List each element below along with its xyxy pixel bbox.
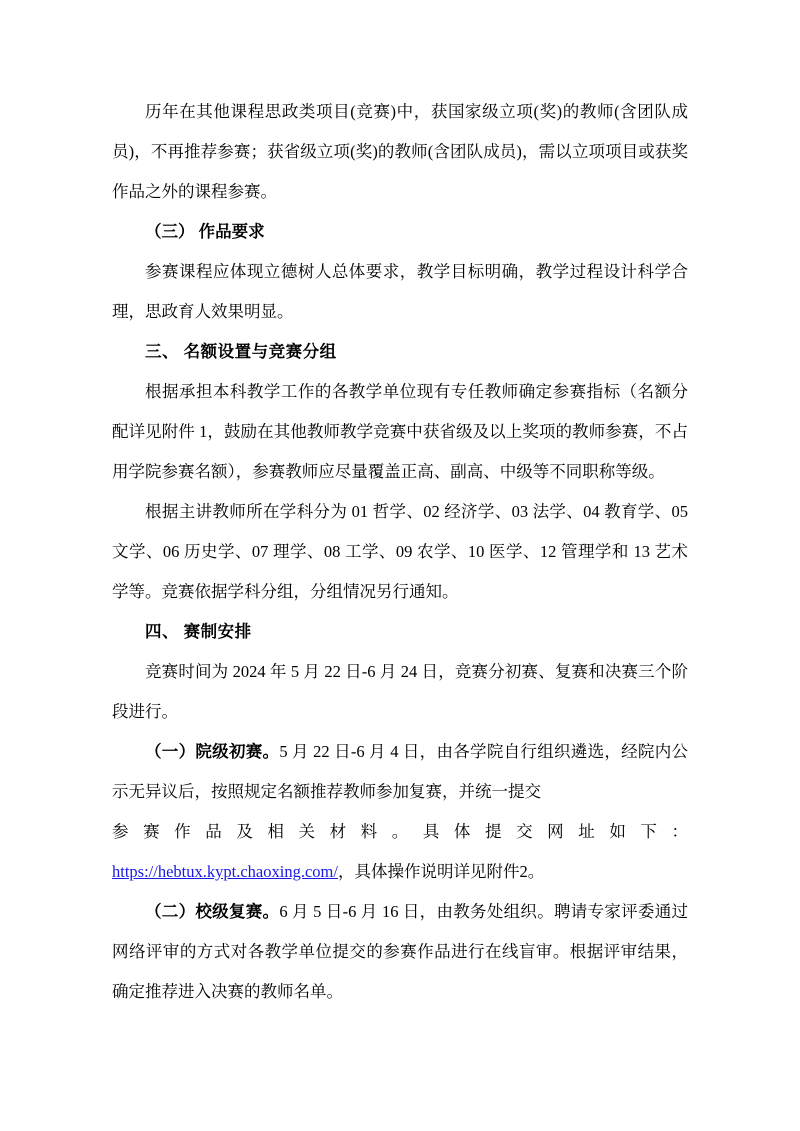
- paragraph-submission-notice: 参赛作品及相关材料。具体提交网址如下：: [112, 822, 688, 841]
- document-body: [112, 92, 688, 1012]
- paragraph-college-preliminary: [112, 732, 688, 812]
- paragraph-competition-dates: 竞赛时间为 2024 年 5 月 22 日-6 月 24 日，竞赛分初赛、复赛和决赛三个阶段进行。: [112, 662, 688, 721]
- label-college-preliminary: （一）院级初赛。: [145, 742, 280, 761]
- text-college-preliminary: 5 月 22 日-6 月 4 日，由各学院自行组织遴选，经院内公示无异议后，按照规定名额推荐教师参加复赛，并统一提交: [112, 742, 689, 801]
- heading-competition-schedule: 四、 赛制安排: [145, 622, 252, 641]
- heading-quota-and-grouping: 三、 名额设置与竞赛分组: [145, 342, 337, 361]
- paragraph-submission-link: [112, 852, 688, 892]
- subheading-work-requirements: （三） 作品要求: [145, 222, 265, 241]
- submission-url-link[interactable]: https://hebtux.kypt.chaoxing.com/: [112, 862, 338, 881]
- text-school-semifinal: 6 月 5 日-6 月 16 日，由教务处组织。聘请专家评委通过网络评审的方式对各教学单位提交的参赛作品进行在线盲审。根据评审结果，确定推荐进入决赛的教师名单。: [112, 902, 689, 1001]
- paragraph-discipline-groups: 根据主讲教师所在学科分为 01 哲学、02 经济学、03 法学、04 教育学、05 文学、06 历史学、07 理学、08 工学、09 农学、10 医学、12 管理学和 13 艺术学等。竞赛依据学科分组，分组情况另行通知。: [112, 502, 688, 601]
- text-submission-appendix: ，具体操作说明详见附件2。: [337, 862, 545, 881]
- label-school-semifinal: （二）校级复赛。: [145, 902, 280, 921]
- paragraph-prior-awards: 历年在其他课程思政类项目(竞赛)中，获国家级立项(奖)的教师(含团队成员)，不再推荐参赛；获省级立项(奖)的教师(含团队成员)，需以立项项目或获奖作品之外的课程参赛。: [112, 102, 688, 201]
- paragraph-work-requirements: 参赛课程应体现立德树人总体要求，教学目标明确，教学过程设计科学合理，思政育人效果明显。: [112, 262, 688, 321]
- paragraph-quota-allocation: 根据承担本科教学工作的各教学单位现有专任教师确定参赛指标（名额分配详见附件 1，鼓励在其他教师教学竞赛中获省级及以上奖项的教师参赛，不占用学院参赛名额），参赛教师应尽量覆盖正高、副高、中级等不同职称等级。: [112, 382, 688, 481]
- paragraph-school-semifinal: [112, 892, 688, 1012]
